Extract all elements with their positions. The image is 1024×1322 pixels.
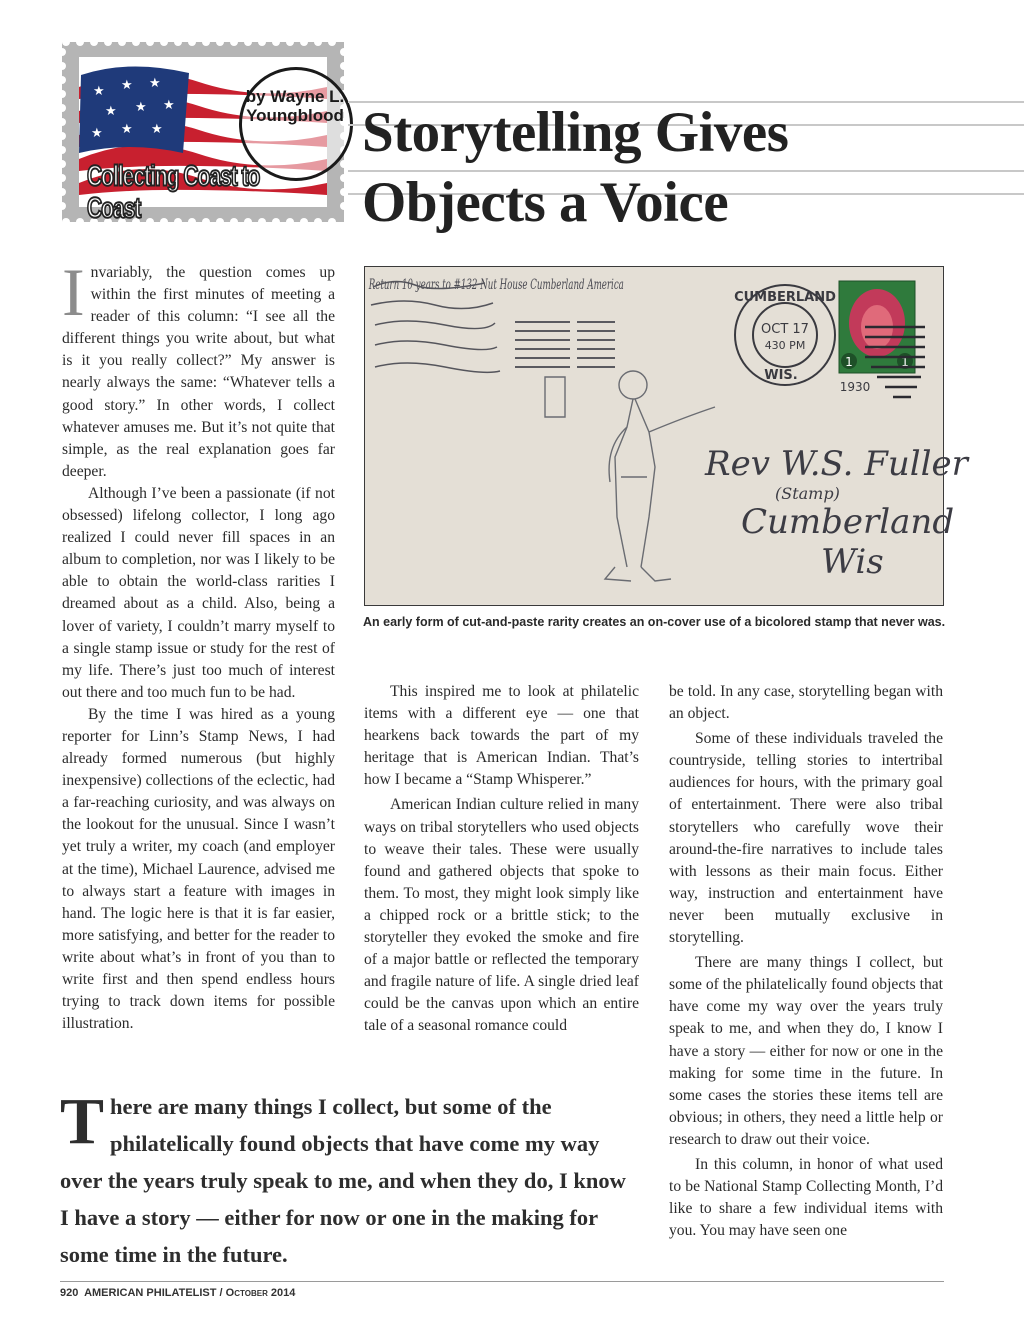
paragraph: There are many things I collect, but some of the philatelically found objects that have come my way over the years truly speak to me, and when they do, I know I have a story — either for now or one in the making for some time in the future. In some cases the stories these items tell are obvious; in others, they need a little help or research to draw out their voice. [669,954,943,1148]
return-note: Return 10 years to #132 Nut House Cumberland America [368,275,624,293]
svg-text:★: ★ [93,84,105,99]
magazine-name: AMERICAN PHILATELIST / [84,1287,223,1299]
title-line-1: Storytelling Gives [362,101,789,164]
envelope-photo [364,266,968,606]
paragraph: In this column, in honor of what used to be National Stamp Collecting Month, I’d like to share a few individual items with you. You may have seen one [669,1155,943,1240]
article-column-2 [364,681,639,1038]
addressee-line-3: Cumberland [741,502,955,542]
pull-quote-cap: T [60,1085,105,1158]
page-number: 920 [60,1287,79,1299]
addressee-line-4: Wis [821,542,884,582]
stamp-flag-artwork [79,57,345,225]
postmark-year: 1930 [839,380,871,394]
postmark-town: CUMBERLAND [734,290,836,305]
svg-text:★: ★ [149,76,161,91]
svg-text:★: ★ [163,98,175,113]
author-byline: by Wayne L. Youngblood [245,87,345,125]
svg-text:★: ★ [105,104,117,119]
issue-month-rest: CTOBER [234,1289,268,1298]
svg-text:★: ★ [121,78,133,93]
column-series-name: Collecting Coast to Coast [87,161,260,225]
paragraph: American Indian culture relied in many ways on tribal storytellers who used objects to weave their tales. These were usually found and gathered objects that spoke to them. To most, they might look simply like a chipped rock or a brittle stick; to the storyteller they evoked the smoke and fire of a major battle or reflected the temporary and fragile nature of life. A single dried leaf could be the canvas upon which an entire tale of a seasonal romance could [364,796,639,1035]
paragraph: By the time I was hired as a young reporter for Linn’s Stamp News, I had already formed numerous (but highly inexpensive) collections of the eclectic, had a far-reaching curiosity, and was always on the lookout for the unusual. Since I wasn’t yet truly a writer, my coach (and employer at the time), Michael Laurence, advised me to always start a feature with images in hand. The logic here is that it is far easier, more satisfying, and better for the reader to write about what’s in front of you than to write first and then spend endless hours trying to track down items for possible illustration. [62,705,335,1033]
pull-quote [60,1085,640,1273]
column-logo-stamp [62,42,345,225]
footer-rule [60,1281,944,1282]
drop-cap: I [62,254,85,330]
svg-text:★: ★ [121,122,133,137]
svg-text:1: 1 [901,355,909,369]
svg-text:★: ★ [151,122,163,137]
svg-text:★: ★ [91,126,103,141]
article-column-1 [62,254,335,1035]
addressee-line-1: Rev W.S. Fuller [705,444,968,484]
article-title [362,98,1002,238]
paragraph: Invariably, the question comes up within the first minutes of meeting a reader of this column: “I see all the different things you write about, but what is it you really collect?” My answer is nearly always the same: “Whatever tells a good story.” In other words, I collect whatever amuses me. But it’s not quite that simple, as the real explanation goes far deeper. [62,254,335,480]
pull-quote-text: here are many things I collect, but some of the philatelically found objects that have come my way over the years truly speak to me, and when they do, I know I have a story — either for now or one in the making for some time in the future. [60,1094,626,1267]
figure-caption: An early form of cut-and-paste rarity creates an on-cover use of a bicolored stamp that never was. [363,615,946,629]
svg-text:1: 1 [845,355,853,369]
paragraph: Although I’ve been a passionate (if not obsessed) lifelong collector, I long ago realized I could never fill spaces in an album to completion, nor was I likely to be able to obtain the world-class rarities I dreamed about as a child. Also, being a lover of variety, I couldn’t marry myself to a single stamp issue or study for the rest of my life. There’s just too much of interest out there and too much fun to be had. [62,484,335,701]
paragraph: be told. In any case, storytelling began with an object. [669,683,943,723]
postmark-time: 430 PM [764,339,806,352]
title-line-2: Objects a Voice [362,171,729,234]
envelope-illustration [365,267,968,604]
paragraph: Some of these individuals traveled the countryside, telling stories to intertribal audiences for hours, with the primary goal of entertainment. There were also tribal storytellers who carefully wove their around-the-fire narratives to include tales with lessons as their main focus. Either way, instruction and entertainment have never been mutually exclusive in storytelling. [669,730,943,947]
addressee-line-2: (Stamp) [775,484,840,503]
article-column-3 [669,681,943,1242]
svg-text:★: ★ [135,100,147,115]
issue-year: 2014 [270,1287,296,1299]
postmark-date: OCT 17 [761,322,809,337]
page-footer [60,1287,295,1299]
postmark-state: WIS. [764,368,798,383]
paragraph: This inspired me to look at philatelic items with a different eye — one that hearkens back towards the part of my heritage that is American Indian. That’s how I became a “Stamp Whisperer.” [364,683,639,789]
issue-month-initial: O [225,1287,235,1299]
